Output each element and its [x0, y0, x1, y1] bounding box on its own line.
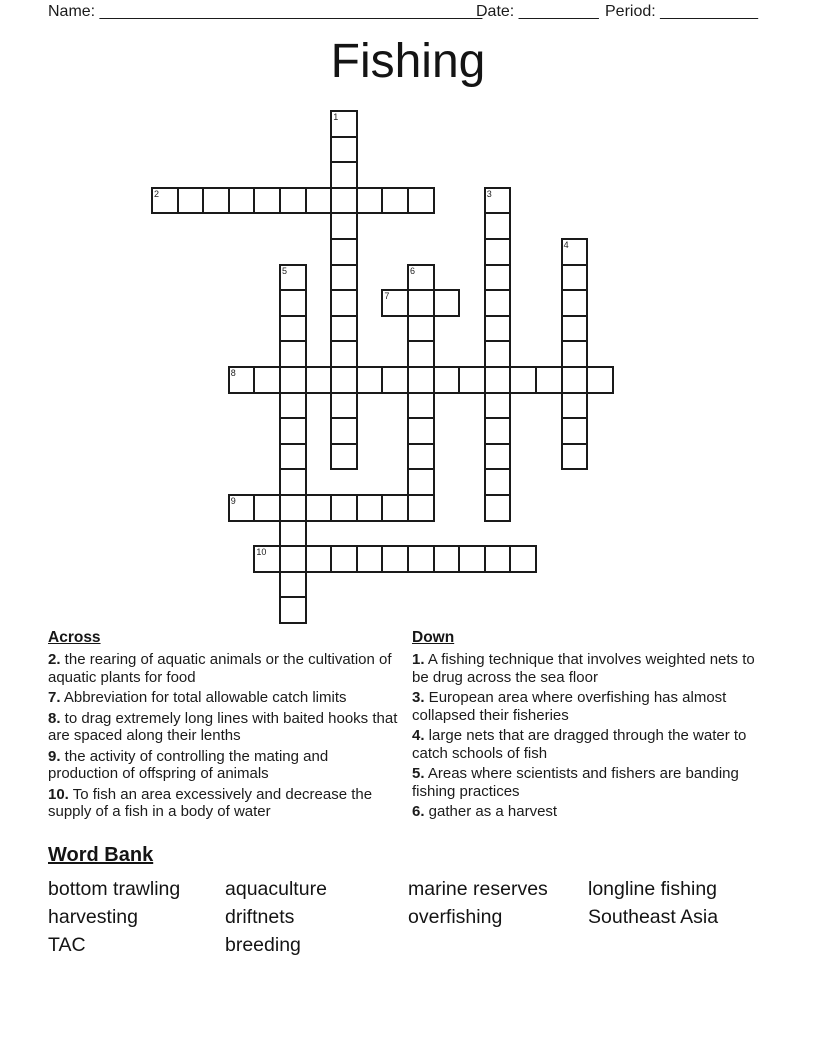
- grid-cell[interactable]: [356, 494, 384, 522]
- clue-item: 6. gather as a harvest: [412, 803, 558, 820]
- grid-cell[interactable]: [561, 315, 589, 343]
- clue-item: 8. to drag extremely long lines with baited hooks that are spaced along their lenths: [48, 709, 398, 744]
- page-title: Fishing: [330, 35, 486, 88]
- grid-cell[interactable]: [484, 315, 512, 343]
- grid-cell[interactable]: [561, 366, 589, 394]
- grid-cell[interactable]: [484, 289, 512, 317]
- grid-cell[interactable]: [228, 494, 256, 522]
- grid-cell[interactable]: [330, 161, 358, 189]
- word-bank-section: [48, 843, 770, 959]
- grid-cell[interactable]: [407, 289, 435, 317]
- clue-item: 3. European area where overfishing has almost collapsed their fisheries: [412, 689, 727, 724]
- across-clues-section: [48, 629, 398, 824]
- grid-cell[interactable]: [381, 545, 409, 573]
- grid-cell[interactable]: [228, 366, 256, 394]
- grid-cell[interactable]: [330, 366, 358, 394]
- grid-cell[interactable]: [330, 110, 358, 138]
- name-blank-line[interactable]: ___________________________________________: [99, 3, 483, 20]
- clue-item: 1. A fishing technique that involves weighted nets to be drug across the sea floor: [412, 651, 755, 686]
- grid-cell-number: 1: [333, 112, 339, 122]
- word-bank-item: harvesting: [48, 906, 138, 928]
- grid-cell[interactable]: [279, 494, 307, 522]
- clue-item: 7. Abbreviation for total allowable catch limits: [48, 689, 347, 706]
- grid-cell[interactable]: [381, 494, 409, 522]
- word-bank-item: Southeast Asia: [588, 906, 719, 928]
- word-bank-item: TAC: [48, 934, 86, 956]
- clue-number: 5.: [412, 765, 425, 782]
- word-bank-item: breeding: [225, 934, 301, 956]
- word-bank-columns: [48, 875, 770, 959]
- word-bank-item: bottom trawling: [48, 878, 181, 900]
- grid-cell[interactable]: [279, 340, 307, 368]
- grid-cell-number: 6: [410, 265, 416, 276]
- grid-cell[interactable]: [253, 494, 281, 522]
- grid-cell[interactable]: [407, 187, 435, 215]
- grid-cell[interactable]: [433, 289, 461, 317]
- grid-cell[interactable]: [484, 238, 512, 266]
- down-clue-list: [412, 651, 766, 821]
- grid-cell[interactable]: [407, 315, 435, 343]
- grid-cell[interactable]: [356, 545, 384, 573]
- grid-cell[interactable]: [381, 366, 409, 394]
- grid-cell[interactable]: [305, 494, 333, 522]
- grid-cell[interactable]: [484, 212, 512, 240]
- grid-cell[interactable]: [407, 340, 435, 368]
- word-bank-column: [225, 875, 408, 959]
- grid-cell[interactable]: [561, 264, 589, 292]
- grid-cell[interactable]: [407, 494, 435, 522]
- grid-cell[interactable]: [586, 366, 614, 394]
- grid-cell[interactable]: [279, 315, 307, 343]
- grid-cell-number: 5: [282, 265, 288, 276]
- grid-cell[interactable]: [407, 417, 435, 445]
- grid-cell[interactable]: [407, 366, 435, 394]
- grid-cell[interactable]: [279, 366, 307, 394]
- grid-cell[interactable]: [381, 289, 409, 317]
- grid-cell[interactable]: [330, 187, 358, 215]
- grid-cell[interactable]: [253, 366, 281, 394]
- clue-number: 2.: [48, 651, 61, 668]
- grid-cell[interactable]: [177, 187, 205, 215]
- grid-cell[interactable]: [279, 417, 307, 445]
- down-clues-section: [412, 629, 766, 824]
- clue-item: 9. the activity of controlling the mating and production of offspring of animals: [48, 747, 329, 782]
- grid-cell[interactable]: [458, 545, 486, 573]
- grid-cell[interactable]: [279, 596, 307, 624]
- clue-item: 10. To fish an area excessively and decrease the supply of a fish in a body of water: [48, 785, 373, 820]
- grid-cell[interactable]: [279, 187, 307, 215]
- clue-item: 4. large nets that are dragged through the water to catch schools of fish: [412, 727, 747, 762]
- clue-number: 10.: [48, 785, 69, 803]
- grid-cell[interactable]: [330, 238, 358, 266]
- grid-cell[interactable]: [330, 340, 358, 368]
- grid-cell-number: 2: [154, 188, 160, 199]
- down-heading: Down: [412, 629, 455, 646]
- word-bank-column: [588, 875, 718, 959]
- grid-cell[interactable]: [407, 264, 435, 292]
- grid-cell[interactable]: [484, 545, 512, 573]
- grid-cell[interactable]: [279, 392, 307, 420]
- grid-cell[interactable]: [330, 443, 358, 471]
- grid-cell[interactable]: [356, 187, 384, 215]
- grid-cell-number: 4: [563, 240, 569, 250]
- grid-cell[interactable]: [407, 392, 435, 420]
- clue-number: 3.: [412, 689, 425, 706]
- grid-cell[interactable]: [253, 545, 281, 573]
- grid-cell[interactable]: [305, 545, 333, 573]
- grid-cell[interactable]: [484, 340, 512, 368]
- grid-cell[interactable]: [484, 443, 512, 471]
- grid-cell[interactable]: [433, 366, 461, 394]
- word-bank-item: driftnets: [225, 906, 295, 928]
- grid-cell[interactable]: [330, 494, 358, 522]
- grid-cell[interactable]: [509, 545, 537, 573]
- grid-cell[interactable]: [330, 289, 358, 317]
- grid-cell[interactable]: [279, 443, 307, 471]
- grid-cell[interactable]: [407, 443, 435, 471]
- grid-cell[interactable]: [484, 468, 512, 496]
- grid-cell[interactable]: [484, 366, 512, 394]
- grid-cell[interactable]: [484, 494, 512, 522]
- word-bank-heading: Word Bank: [48, 844, 154, 866]
- grid-cell[interactable]: [279, 571, 307, 599]
- clue-item: 2. the rearing of aquatic animals or the cultivation of aquatic plants for food: [48, 651, 392, 686]
- grid-cell[interactable]: [407, 545, 435, 573]
- grid-cell[interactable]: [228, 187, 256, 215]
- word-bank-column: [408, 875, 588, 959]
- grid-cell[interactable]: [279, 520, 307, 548]
- grid-cell[interactable]: [433, 545, 461, 573]
- grid-cell[interactable]: [484, 187, 512, 215]
- grid-cell[interactable]: [381, 187, 409, 215]
- name-label: Name:: [48, 3, 96, 20]
- grid-cell-number: 7: [384, 291, 390, 302]
- grid-cell[interactable]: [356, 366, 384, 394]
- period-blank-line[interactable]: ___________: [660, 3, 759, 20]
- clue-number: 7.: [48, 689, 61, 706]
- grid-cell[interactable]: [458, 366, 486, 394]
- date-label: Date:: [476, 3, 515, 20]
- grid-cell-number: 8: [230, 368, 236, 378]
- grid-cell[interactable]: [151, 187, 179, 215]
- grid-cell[interactable]: [330, 264, 358, 292]
- grid-cell[interactable]: [561, 443, 589, 471]
- grid-cell[interactable]: [484, 392, 512, 420]
- grid-cell[interactable]: [305, 187, 333, 215]
- grid-cell[interactable]: [484, 417, 512, 445]
- word-bank-item: longline fishing: [588, 878, 718, 900]
- grid-cell[interactable]: [535, 366, 563, 394]
- grid-cell[interactable]: [330, 392, 358, 420]
- grid-cell[interactable]: [407, 468, 435, 496]
- clue-number: 1.: [412, 651, 425, 668]
- grid-cell-number: 3: [486, 188, 492, 199]
- grid-cell[interactable]: [561, 392, 589, 420]
- across-heading: Across: [48, 629, 101, 646]
- grid-cell[interactable]: [330, 545, 358, 573]
- grid-cell[interactable]: [561, 289, 589, 317]
- across-clue-list: [48, 651, 398, 821]
- word-bank-column: [48, 875, 225, 959]
- grid-cell[interactable]: [279, 264, 307, 292]
- word-bank-item: marine reserves: [408, 878, 548, 900]
- grid-cell[interactable]: [253, 187, 281, 215]
- grid-cell[interactable]: [561, 340, 589, 368]
- period-label: Period:: [605, 3, 656, 20]
- grid-cell[interactable]: [330, 136, 358, 164]
- grid-cell[interactable]: [484, 264, 512, 292]
- clue-number: 4.: [412, 727, 425, 744]
- grid-cell[interactable]: [202, 187, 230, 215]
- grid-cell[interactable]: [330, 315, 358, 343]
- grid-cell[interactable]: [305, 366, 333, 394]
- clue-number: 9.: [48, 747, 61, 765]
- grid-cell-number: 9: [230, 496, 236, 506]
- word-bank-item: overfishing: [408, 906, 503, 928]
- word-bank-item: aquaculture: [225, 878, 327, 900]
- grid-cell[interactable]: [330, 212, 358, 240]
- grid-cell[interactable]: [561, 417, 589, 445]
- grid-cell-number: 10: [256, 547, 267, 558]
- clue-item: 5. Areas where scientists and fishers are banding fishing practices: [412, 765, 739, 800]
- grid-cell[interactable]: [330, 417, 358, 445]
- grid-cell[interactable]: [561, 238, 589, 266]
- grid-cell[interactable]: [279, 468, 307, 496]
- date-blank-line[interactable]: _________: [518, 3, 599, 20]
- grid-cell[interactable]: [279, 289, 307, 317]
- grid-cell[interactable]: [279, 545, 307, 573]
- clue-number: 6.: [412, 803, 425, 820]
- grid-cell[interactable]: [509, 366, 537, 394]
- clue-number: 8.: [48, 709, 61, 727]
